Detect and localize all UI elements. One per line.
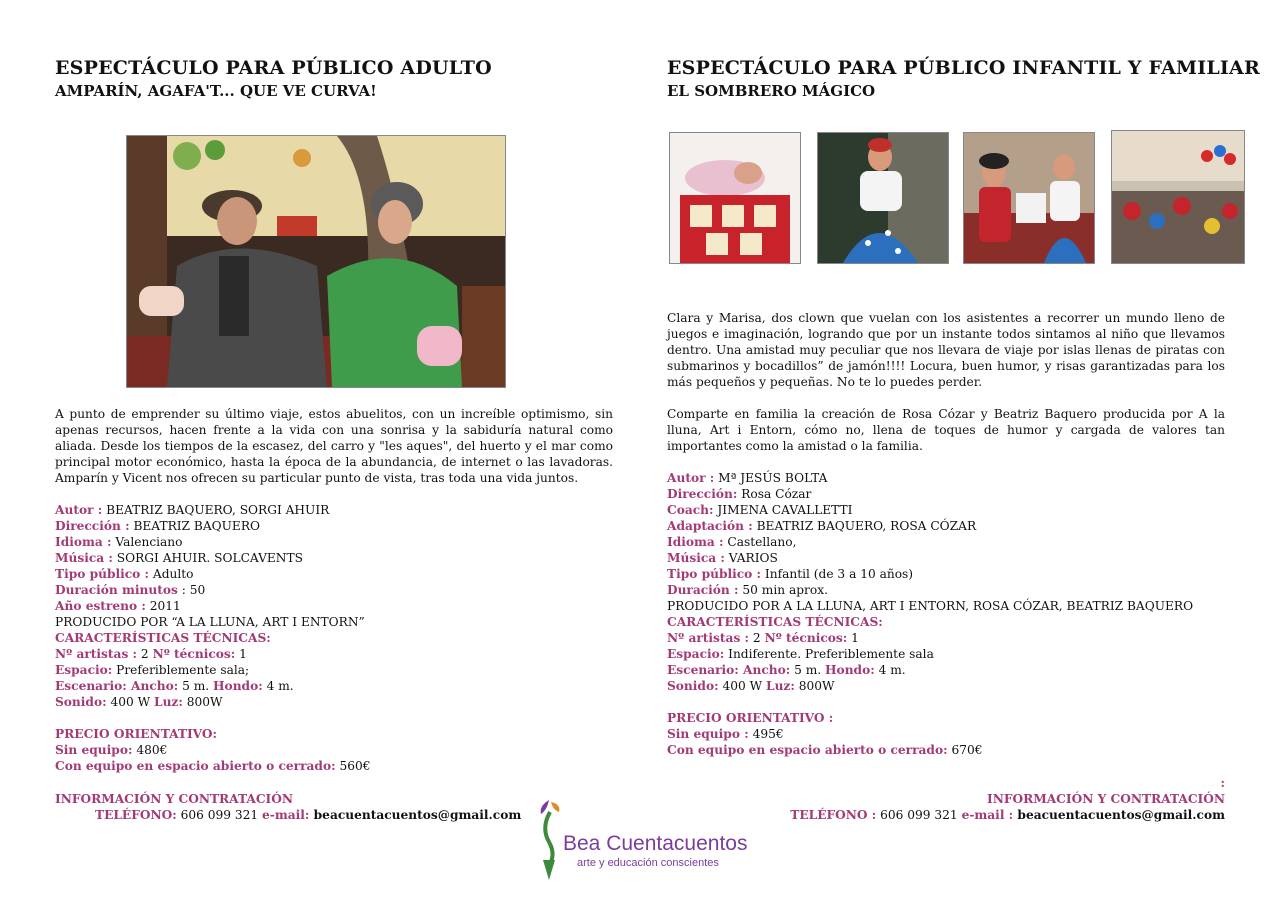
left-info-label: INFORMACIÓN Y CONTRATACIÓN bbox=[55, 792, 293, 806]
tecnicos-value: 1 bbox=[235, 647, 247, 661]
espacio-label: Espacio: bbox=[55, 663, 113, 677]
pencil-sprout-icon bbox=[535, 798, 565, 882]
ancho-value: 5 m. bbox=[178, 679, 214, 693]
con-equipo-label: Con equipo en espacio abierto o cerrado: bbox=[55, 759, 336, 773]
idioma-label: Idioma : bbox=[667, 535, 724, 549]
right-description: Clara y Marisa, dos clown que vuelan con los asistentes a recorrer un mundo lleno de juegos e imaginación, logrando que por un instante todos sintamos al niño que llevamos dentro. Una amistad muy peculiar que nos llevara de viaje por islas llenas de piratas con submarinos y bocadillos” de jamón!!!! Locura, buen humor, y risas garantizadas para los más pequeños y pequeñas. No te lo puedes perder. bbox=[667, 311, 1225, 389]
hondo-label: Hondo: bbox=[825, 663, 875, 677]
bea-cuentacuentos-logo bbox=[535, 798, 755, 882]
artistas-label: Nº artistas : bbox=[55, 647, 138, 661]
coach-label: Coach: bbox=[667, 503, 714, 517]
left-subtitle: AMPARÍN, AGAFA'T... QUE VE CURVA! bbox=[55, 82, 377, 100]
producido-text: PRODUCIDO POR A LA LLUNA, ART I ENTORN, ROSA CÓZAR, BEATRIZ BAQUERO bbox=[667, 599, 1194, 613]
idioma-label: Idioma : bbox=[55, 535, 112, 549]
logo-name: Bea Cuentacuentos bbox=[563, 832, 748, 855]
idioma-value: Castellano, bbox=[723, 535, 797, 549]
hondo-value: 4 m. bbox=[874, 663, 906, 677]
right-contact-line bbox=[790, 807, 1225, 823]
luz-label: Luz: bbox=[154, 695, 183, 709]
musica-label: Música : bbox=[667, 551, 725, 565]
tecnicas-label: CARACTERÍSTICAS TÉCNICAS: bbox=[55, 631, 271, 645]
con-equipo-value: 670€ bbox=[947, 743, 983, 757]
telefono-value: 606 099 321 bbox=[176, 808, 263, 822]
espacio-label: Espacio: bbox=[667, 647, 725, 661]
email-label: e-mail: bbox=[262, 808, 310, 822]
show-photo-two-clowns bbox=[963, 132, 1095, 264]
tipo-label: Tipo público : bbox=[667, 567, 762, 581]
sin-equipo-label: Sin equipo : bbox=[667, 727, 749, 741]
tipo-value: Infantil (de 3 a 10 años) bbox=[761, 567, 914, 581]
right-description-2: Comparte en familia la creación de Rosa Cózar y Beatriz Baquero producida por A la lluna, Art i Entorn, cómo no, llena de toques de humor y cargada de valores tan importantes como la amistad o la familia. bbox=[667, 407, 1225, 453]
right-subtitle: EL SOMBRERO MÁGICO bbox=[667, 82, 876, 100]
autor-value: BEATRIZ BAQUERO, SORGI AHUIR bbox=[102, 503, 330, 517]
sin-equipo-value: 495€ bbox=[748, 727, 784, 741]
sonido-value: 400 W bbox=[106, 695, 154, 709]
email-link[interactable]: beacuentacuentos@gmail.com bbox=[1013, 808, 1225, 822]
luz-value: 800W bbox=[182, 695, 223, 709]
hondo-label: Hondo: bbox=[213, 679, 263, 693]
left-specs bbox=[55, 502, 370, 774]
show-photo-clown-dots bbox=[817, 132, 949, 264]
precio-label: PRECIO ORIENTATIVO : bbox=[667, 711, 834, 725]
direccion-value: BEATRIZ BAQUERO bbox=[129, 519, 260, 533]
estreno-value: 2011 bbox=[145, 599, 181, 613]
telefono-value: 606 099 321 bbox=[876, 808, 962, 822]
sonido-label: Sonido: bbox=[55, 695, 107, 709]
show-photo-bed bbox=[669, 132, 801, 264]
telefono-label: TELÉFONO: bbox=[95, 808, 177, 822]
adaptacion-label: Adaptación : bbox=[667, 519, 753, 533]
producido-text: PRODUCIDO POR “A LA LLUNA, ART I ENTORN” bbox=[55, 615, 365, 629]
tecnicas-label: CARACTERÍSTICAS TÉCNICAS: bbox=[667, 615, 883, 629]
direccion-label: Dirección: bbox=[667, 487, 738, 501]
autor-value: Mª JESÚS BOLTA bbox=[714, 471, 828, 485]
direccion-value: Rosa Cózar bbox=[737, 487, 812, 501]
adaptacion-value: BEATRIZ BAQUERO, ROSA CÓZAR bbox=[752, 519, 977, 533]
tecnicos-label: Nº técnicos: bbox=[152, 647, 236, 661]
direccion-label: Dirección : bbox=[55, 519, 130, 533]
escenario-label: Escenario: Ancho: bbox=[667, 663, 791, 677]
logo-tagline: arte y educación conscientes bbox=[577, 857, 719, 869]
luz-value: 800W bbox=[794, 679, 835, 693]
adult-show-photo bbox=[126, 135, 506, 388]
luz-label: Luz: bbox=[766, 679, 795, 693]
artistas-label: Nº artistas : bbox=[667, 631, 750, 645]
telefono-label: TELÉFONO : bbox=[790, 808, 877, 822]
left-title: ESPECTÁCULO PARA PÚBLICO ADULTO bbox=[55, 57, 492, 79]
sin-equipo-label: Sin equipo: bbox=[55, 743, 133, 757]
con-equipo-label: Con equipo en espacio abierto o cerrado: bbox=[667, 743, 948, 757]
artistas-value: 2 bbox=[749, 631, 765, 645]
precio-label: PRECIO ORIENTATIVO: bbox=[55, 727, 218, 741]
duracion-value: : 50 bbox=[177, 583, 206, 597]
ancho-value: 5 m. bbox=[790, 663, 826, 677]
email-link[interactable]: beacuentacuentos@gmail.com bbox=[309, 808, 522, 822]
espacio-value: Indiferente. Preferiblemente sala bbox=[724, 647, 934, 661]
idioma-value: Valenciano bbox=[111, 535, 183, 549]
duracion-value: 50 min aprox. bbox=[738, 583, 828, 597]
musica-value: VARIOS bbox=[724, 551, 778, 565]
escenario-label: Escenario: Ancho: bbox=[55, 679, 179, 693]
con-equipo-value: 560€ bbox=[335, 759, 371, 773]
musica-value: SORGI AHUIR. SOLCAVENTS bbox=[112, 551, 303, 565]
musica-label: Música : bbox=[55, 551, 113, 565]
tipo-value: Adulto bbox=[149, 567, 194, 581]
coach-value: JIMENA CAVALLETTI bbox=[713, 503, 853, 517]
autor-label: Autor : bbox=[55, 503, 103, 517]
artistas-value: 2 bbox=[137, 647, 153, 661]
duracion-label: Duración minutos bbox=[55, 583, 178, 597]
estreno-label: Año estreno : bbox=[55, 599, 146, 613]
left-description: A punto de emprender su último viaje, estos abuelitos, con un increíble optimismo, sin apenas recursos, hacen frente a la vida con una sonrisa y la sabiduría natural como aliada. Desde los tiempos de la escasez, del carro y "les aques", del huerto y el mar como principal motor económico, hasta la época de la abundancia, de internet o las lavadoras. Amparín y Vicent nos ofrecen su particular punto de vista, tras toda una vida juntos. bbox=[55, 407, 613, 485]
email-label: e-mail : bbox=[961, 808, 1014, 822]
espacio-value: Preferiblemente sala; bbox=[112, 663, 250, 677]
sin-equipo-value: 480€ bbox=[132, 743, 168, 757]
left-contact-line bbox=[95, 807, 521, 823]
duracion-label: Duración : bbox=[667, 583, 739, 597]
hondo-value: 4 m. bbox=[262, 679, 294, 693]
sonido-label: Sonido: bbox=[667, 679, 719, 693]
autor-label: Autor : bbox=[667, 471, 715, 485]
right-title: ESPECTÁCULO PARA PÚBLICO INFANTIL Y FAMILIAR bbox=[667, 57, 1260, 79]
tecnicos-value: 1 bbox=[847, 631, 859, 645]
right-colon: : bbox=[1220, 776, 1225, 790]
right-specs bbox=[667, 470, 1193, 758]
sonido-value: 400 W bbox=[718, 679, 766, 693]
right-info-label: INFORMACIÓN Y CONTRATACIÓN bbox=[987, 792, 1225, 806]
tecnicos-label: Nº técnicos: bbox=[764, 631, 848, 645]
show-photo-audience bbox=[1111, 130, 1245, 264]
tipo-label: Tipo público : bbox=[55, 567, 150, 581]
